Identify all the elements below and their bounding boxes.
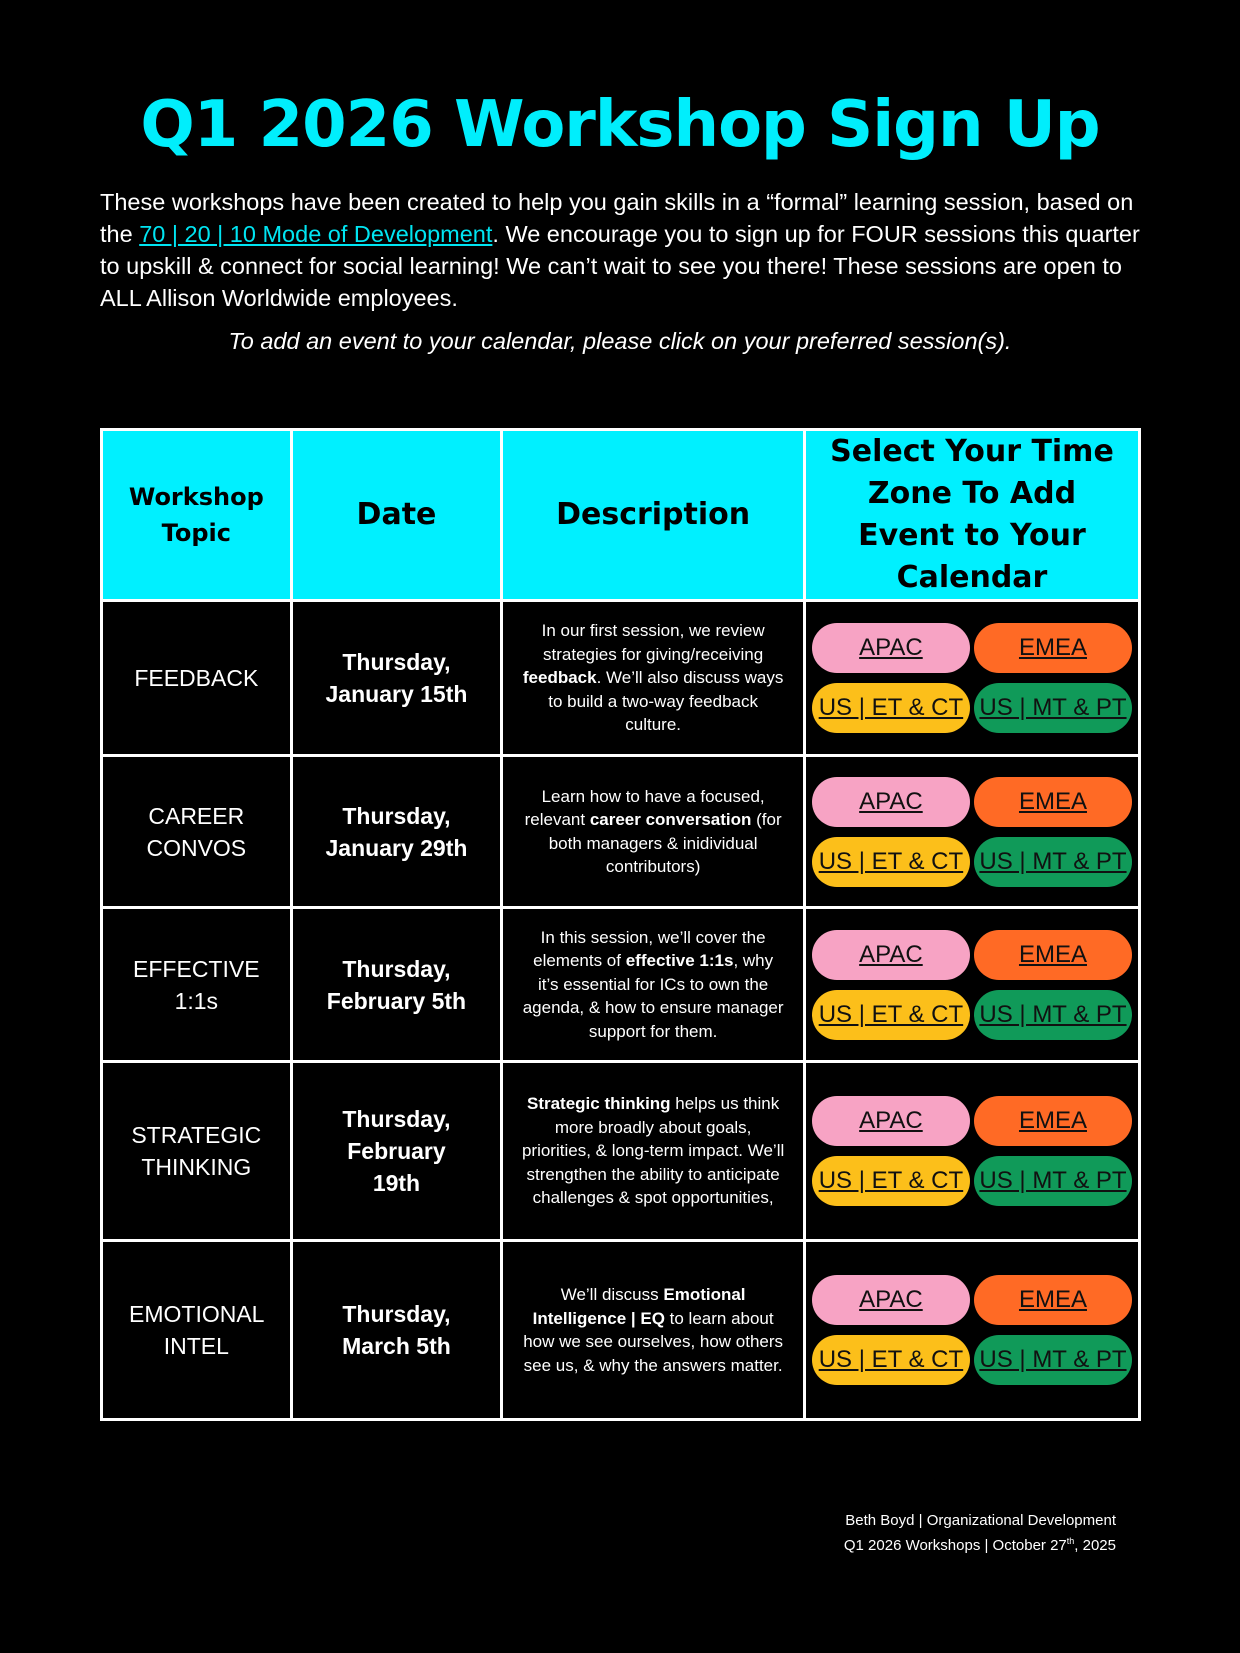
footer-date [844,1531,1116,1556]
workshop-description [502,1062,805,1241]
desc-text: In this session, we’ll cover the elements of [533,927,766,971]
footer-sup: th [1066,1536,1075,1546]
footer-year: , 2025 [1074,1537,1116,1554]
timezone-buttons [804,1241,1139,1420]
timezone-buttons [804,756,1139,908]
desc-text-end: . We’ll also discuss ways to build a two-way feedback culture. [548,668,784,735]
intro-text-end: . We encourage you to sign up for FOUR sessions this quarter to upskill & connect for social learning! We can’t wait to see you there! These sessions are open to ALL Allison Worldwide employees. [100,221,1140,311]
header-description: Description [502,430,805,601]
emea-button[interactable]: EMEA [974,1275,1132,1325]
desc-bold: Strategic thinking [526,1094,671,1114]
workshop-date: Thursday, January 15th [291,601,502,756]
desc-text-end: , why it’s essential for ICs to own the agenda, & how to ensure manager support for them. [522,951,784,1041]
table-row [102,601,1140,756]
desc-text: We’ll discuss [560,1285,664,1304]
table-row [102,1241,1140,1420]
us-et-ct-button[interactable]: US | ET & CT [812,1156,970,1206]
workshop-date: Thursday, February 5th [291,908,502,1062]
us-et-ct-button[interactable]: US | ET & CT [812,837,970,887]
workshop-date: Thursday, January 29th [291,756,502,908]
desc-text-end: to learn about how we see ourselves, how others see us, & why the answers matter. [523,1308,784,1375]
us-mt-pt-button[interactable]: US | MT & PT [974,683,1132,733]
workshop-topic: EMOTIONAL INTEL [102,1241,292,1420]
calendar-note: To add an event to your calendar, please click on your preferred session(s). [228,328,1012,354]
table-row [102,908,1140,1062]
workshop-topic: EFFECTIVE 1:1s [102,908,292,1062]
desc-text: Learn how to have a focused, relevant [524,786,765,829]
table-row [102,1062,1140,1241]
timezone-buttons [804,1062,1139,1241]
table-row [102,756,1140,908]
timezone-buttons [804,601,1139,756]
header-date: Date [291,430,502,601]
desc-bold: feedback [522,668,597,688]
timezone-buttons [804,908,1139,1062]
apac-button[interactable]: APAC [812,777,970,827]
desc-bold: Emotional Intelligence | EQ [532,1285,746,1328]
apac-button[interactable]: APAC [812,930,970,980]
apac-button[interactable]: APAC [812,623,970,673]
emea-button[interactable]: EMEA [974,930,1132,980]
us-mt-pt-button[interactable]: US | MT & PT [974,837,1132,887]
header-timezone: Select Your Time Zone To Add Event to Your Calendar [804,430,1139,601]
us-et-ct-button[interactable]: US | ET & CT [812,990,970,1040]
workshop-description [502,908,805,1062]
desc-text: In our first session, we review strategies for giving/receiving [541,621,765,664]
emea-button[interactable]: EMEA [974,623,1132,673]
intro-paragraph [100,186,1160,314]
apac-button[interactable]: APAC [812,1275,970,1325]
desc-bold: effective 1:1s [625,951,734,971]
emea-button[interactable]: EMEA [974,777,1132,827]
emea-button[interactable]: EMEA [974,1096,1132,1146]
us-mt-pt-button[interactable]: US | MT & PT [974,1335,1132,1385]
header-topic: Workshop Topic [102,430,292,601]
desc-bold: career conversation [589,810,752,829]
workshop-description [502,756,805,908]
desc-text-end: (for both managers & inidividual contributors) [548,810,782,876]
footer [844,1510,1116,1556]
workshop-table [100,428,1141,1421]
workshop-description [502,1241,805,1420]
workshop-date: Thursday, March 5th [291,1241,502,1420]
development-model-link[interactable]: 70 | 20 | 10 Mode of Development [139,221,493,247]
apac-button[interactable]: APAC [812,1096,970,1146]
workshop-topic: CAREER CONVOS [102,756,292,908]
us-et-ct-button[interactable]: US | ET & CT [812,1335,970,1385]
workshop-date: Thursday, February 19th [291,1062,502,1241]
footer-author: Beth Boyd | Organizational Development [845,1512,1116,1529]
us-mt-pt-button[interactable]: US | MT & PT [974,1156,1132,1206]
intro-text: These workshops have been created to help you gain skills in a “formal” learning session, based on the [100,189,1134,247]
workshop-topic: FEEDBACK [102,601,292,756]
us-mt-pt-button[interactable]: US | MT & PT [974,990,1132,1040]
workshop-description [502,601,805,756]
desc-text-end: helps us think more broadly about goals, priorities, & long-term impact. We’ll strengthen the ability to anticipate challenges & spot opportunities, [521,1094,785,1208]
us-et-ct-button[interactable]: US | ET & CT [812,683,970,733]
workshop-topic: STRATEGIC THINKING [102,1062,292,1241]
page-title: Q1 2026 Workshop Sign Up [140,88,1100,162]
footer-date-text: Q1 2026 Workshops | October 27 [843,1537,1067,1554]
